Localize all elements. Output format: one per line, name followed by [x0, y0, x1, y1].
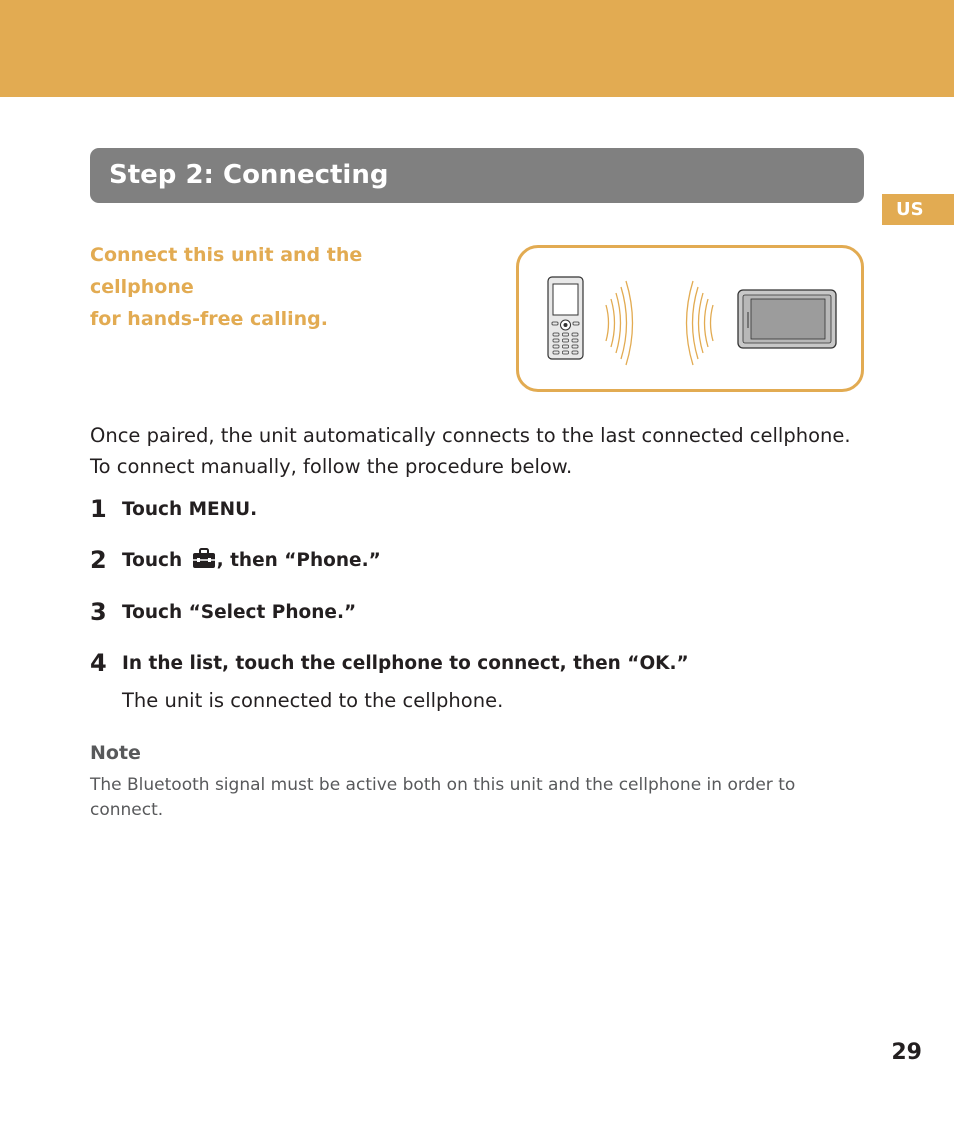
- section-title: Step 2: Connecting: [109, 160, 389, 190]
- note-body: The Bluetooth signal must be active both on this unit and the cellphone in order to connect.: [90, 775, 796, 820]
- lead-line-2: for hands-free calling.: [90, 308, 328, 330]
- cellphone-icon: [548, 277, 583, 359]
- lead-line-1: Connect this unit and the cellphone: [90, 244, 363, 298]
- section-header-bar: [90, 148, 864, 203]
- bluetooth-signal-waves-icon: [606, 281, 713, 365]
- step-3: [90, 597, 870, 631]
- step-result: The unit is connected to the cellphone.: [122, 689, 504, 712]
- step-text: [122, 548, 381, 577]
- intro-line-2: To connect manually, follow the procedure below.: [90, 455, 573, 478]
- step-text-before: Touch: [122, 550, 189, 571]
- step-number: 4: [90, 649, 107, 677]
- intro-line-1: Once paired, the unit automatically connects to the last connected cellphone.: [90, 424, 851, 447]
- connection-illustration-art: [519, 248, 861, 389]
- step-text: Touch “Select Phone.”: [122, 602, 357, 623]
- step-number: 2: [90, 546, 107, 574]
- intro-paragraph: [90, 420, 870, 482]
- step-4: [90, 648, 870, 682]
- lead-text: [90, 239, 470, 335]
- step-2: [90, 545, 870, 579]
- step-text: Touch MENU.: [122, 499, 258, 520]
- car-unit-display-icon: [738, 290, 836, 348]
- step-number: 3: [90, 598, 107, 626]
- toolbox-icon: [192, 548, 216, 577]
- header-band: [0, 0, 954, 97]
- page-number: 29: [891, 1040, 922, 1065]
- note-heading: Note: [90, 742, 141, 764]
- step-text: In the list, touch the cellphone to connect, then “OK.”: [122, 653, 689, 674]
- step-1: [90, 494, 870, 528]
- connection-illustration: [516, 245, 864, 392]
- language-tab: US: [882, 194, 954, 225]
- step-number: 1: [90, 495, 107, 523]
- step-text-after: , then “Phone.”: [216, 550, 381, 571]
